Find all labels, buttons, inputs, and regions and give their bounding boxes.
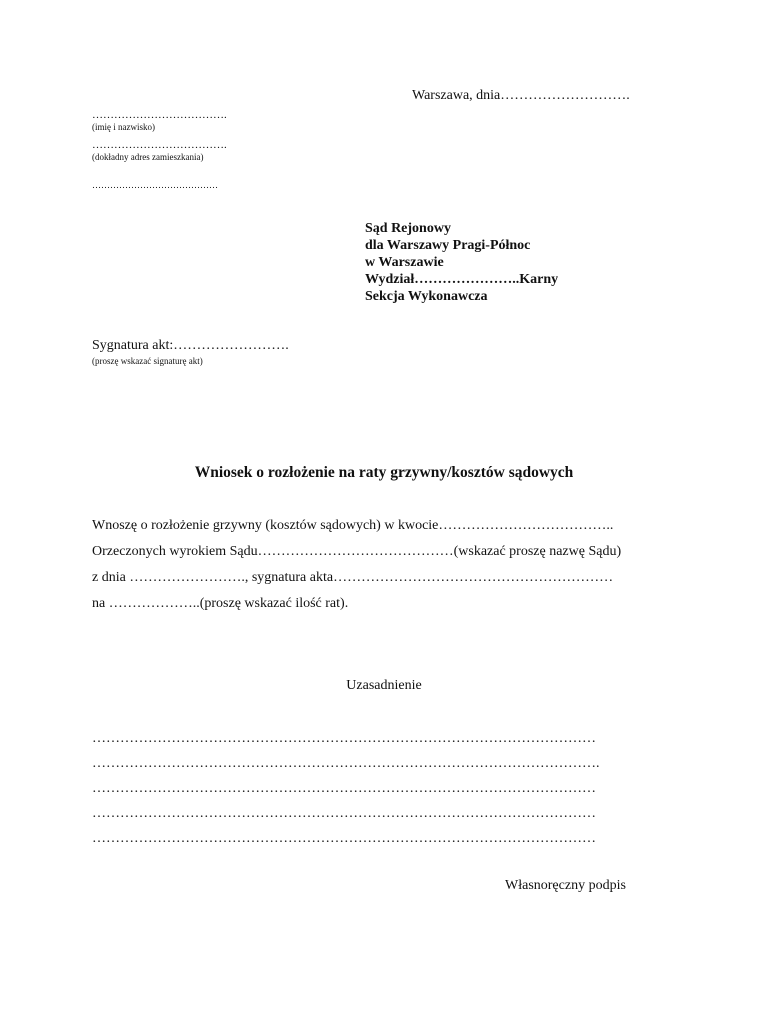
justification-line-1: ……………………………………………………………………………………………… [92,731,596,746]
justification-heading: Uzasadnienie [346,678,422,693]
address-caption: (dokładny adres zamieszkania) [92,152,204,162]
justification-line-3: ……………………………………………………………………………………………… [92,781,596,796]
justification-line-2: ………………………………………………………………………………………………. [92,756,600,771]
body-line-3: z dnia ……………………., sygnatura akta…………………………………………………… [92,570,614,585]
signature-label: Własnoręczny podpis [505,878,626,893]
body-line-4: na ………………..(proszę wskazać ilość rat). [92,596,349,611]
justification-line-4: ……………………………………………………………………………………………… [92,806,596,821]
name-caption: (imię i nazwisko) [92,122,155,132]
body-line-1: Wnoszę o rozłożenie grzywny (kosztów sądowych) w kwocie……………………………….. [92,518,614,533]
court-line-1: Sąd Rejonowy [365,221,451,236]
court-line-2: dla Warszawy Pragi-Północ [365,238,531,253]
place-date: Warszawa, dnia………………………. [412,88,630,103]
justification-line-5: ……………………………………………………………………………………………… [92,831,596,846]
document-title: Wniosek o rozłożenie na raty grzywny/kosztów sądowych [194,464,574,481]
extra-address-dots: …………………………………… [92,180,218,190]
court-line-4: Wydział…………………..Karny [365,272,559,287]
name-dots: ………………………………. [92,109,227,121]
body-line-2: Orzeczonych wyrokiem Sądu……………………………………(wskazać proszę nazwę Sądu) [92,544,622,559]
court-line-5: Sekcja Wykonawcza [365,289,488,304]
address-dots: ………………………………. [92,139,227,151]
court-address [365,220,558,305]
court-line-3: w Warszawie [365,255,444,270]
case-signature-caption: (proszę wskazać signaturę akt) [92,356,203,366]
case-signature: Sygnatura akt:……………………. [92,338,289,353]
